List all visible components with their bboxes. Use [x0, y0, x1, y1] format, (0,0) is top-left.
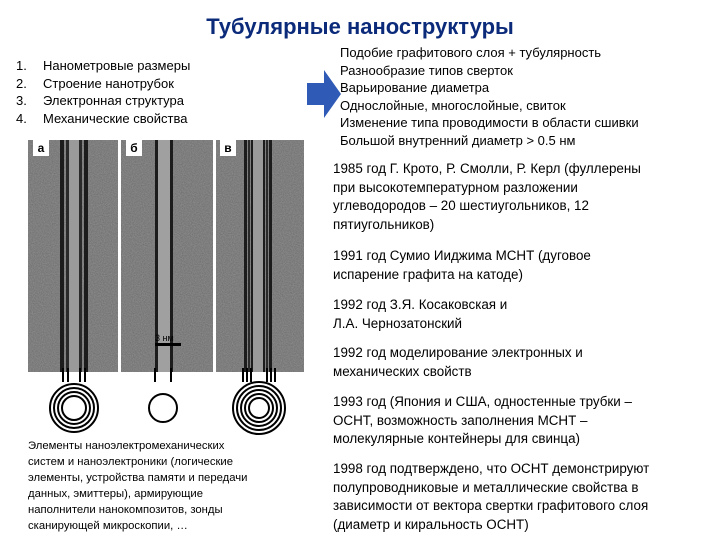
history-entry-1991	[333, 247, 718, 284]
cross-section-b	[149, 368, 177, 422]
caption-line: данных, эмиттеры), армирующие	[28, 488, 203, 500]
feature-item: Разнообразие типов сверток	[340, 62, 513, 78]
page-title: Тубулярные наноструктуры	[206, 14, 514, 39]
history-line: (диаметр и киральность ОСНТ)	[333, 516, 529, 532]
figure-caption	[28, 438, 310, 534]
history-line: ОСНТ, возможность заполнения МСНТ –	[333, 412, 588, 428]
history-line: углеводородов – 20 шестиугольников, 12	[333, 198, 589, 213]
caption-line: систем и наноэлектроники (логические	[28, 456, 234, 468]
right-arrow-icon	[307, 70, 341, 118]
caption-line: элементы, устройства памяти и передачи	[28, 472, 248, 484]
topic-item	[16, 110, 190, 128]
history-entry-1985	[333, 160, 718, 234]
history-line: зависимости от вектора свертки графитового слоя	[333, 498, 649, 513]
feature-item: Подобие графитового слоя + тубулярность	[340, 45, 602, 60]
caption-line: наполнители нанокомпозитов, зонды	[28, 504, 223, 516]
topic-number: 1.	[16, 58, 27, 73]
history-entry-1993	[333, 393, 718, 449]
topic-text: Механические свойства	[43, 110, 188, 126]
history-line: полупроводниковые и металлические свойства в	[333, 479, 639, 495]
topic-item	[16, 92, 190, 110]
topic-text: Электронная структура	[43, 93, 185, 108]
caption-line: Элементы наноэлектромеханических	[28, 440, 225, 452]
feature-item: Варьирование диаметра	[340, 80, 490, 95]
caption-line: сканирующей микроскопии, …	[28, 520, 188, 532]
history-line: 1985 год Г. Крото, Р. Смолли, Р. Керл (фуллерены	[333, 161, 641, 176]
history-entry-1992-modeling	[333, 344, 718, 381]
cross-section-c	[233, 368, 285, 434]
history-line: механических свойств	[333, 363, 472, 379]
history-line: 1998 год подтверждено, что ОСНТ демонстрируют	[333, 461, 650, 476]
feature-item: Однослойные, многослойные, свиток	[340, 97, 566, 113]
history-entry-1998	[333, 460, 718, 534]
topic-number: 4.	[16, 110, 27, 126]
history-line: 1993 год (Япония и США, одностенные трубки –	[333, 394, 632, 409]
history-entry-1992-kosakovskaya	[333, 296, 718, 333]
history-line: 1992 год З.Я. Косаковская и	[333, 297, 508, 312]
panel-label-a: а	[33, 140, 49, 156]
history-line: при высокотемпературном разложении	[333, 179, 578, 195]
topic-item	[16, 57, 190, 75]
feature-item: Изменение типа проводимости в области сшивки	[340, 115, 639, 130]
history-line: пятиугольников)	[333, 216, 435, 232]
topic-item	[16, 75, 190, 93]
tem-micrograph	[28, 140, 304, 372]
features-list	[340, 44, 639, 149]
feature-item: Большой внутренний диаметр > 0.5 нм	[340, 132, 576, 148]
panel-label-b: б	[126, 140, 142, 156]
topic-text: Нанометровые размеры	[43, 58, 191, 73]
panel-label-v: в	[220, 140, 236, 156]
topic-text: Строение нанотрубок	[43, 75, 174, 91]
history-line: Л.А. Чернозатонский	[333, 315, 463, 331]
topic-number: 2.	[16, 75, 27, 91]
cross-section-diagram	[28, 368, 304, 438]
history-line: 1992 год моделирование электронных и	[333, 345, 583, 360]
history-line: испарение графита на катоде)	[333, 266, 523, 282]
cross-section-a	[50, 368, 98, 432]
topic-number: 3.	[16, 93, 27, 108]
topic-list	[16, 57, 190, 127]
scale-bar-label: 3 нм	[155, 333, 174, 343]
history-line: 1991 год Сумио Ииджима МСНТ (дуговое	[333, 248, 591, 263]
history-line: молекулярные контейнеры для свинца)	[333, 431, 580, 446]
